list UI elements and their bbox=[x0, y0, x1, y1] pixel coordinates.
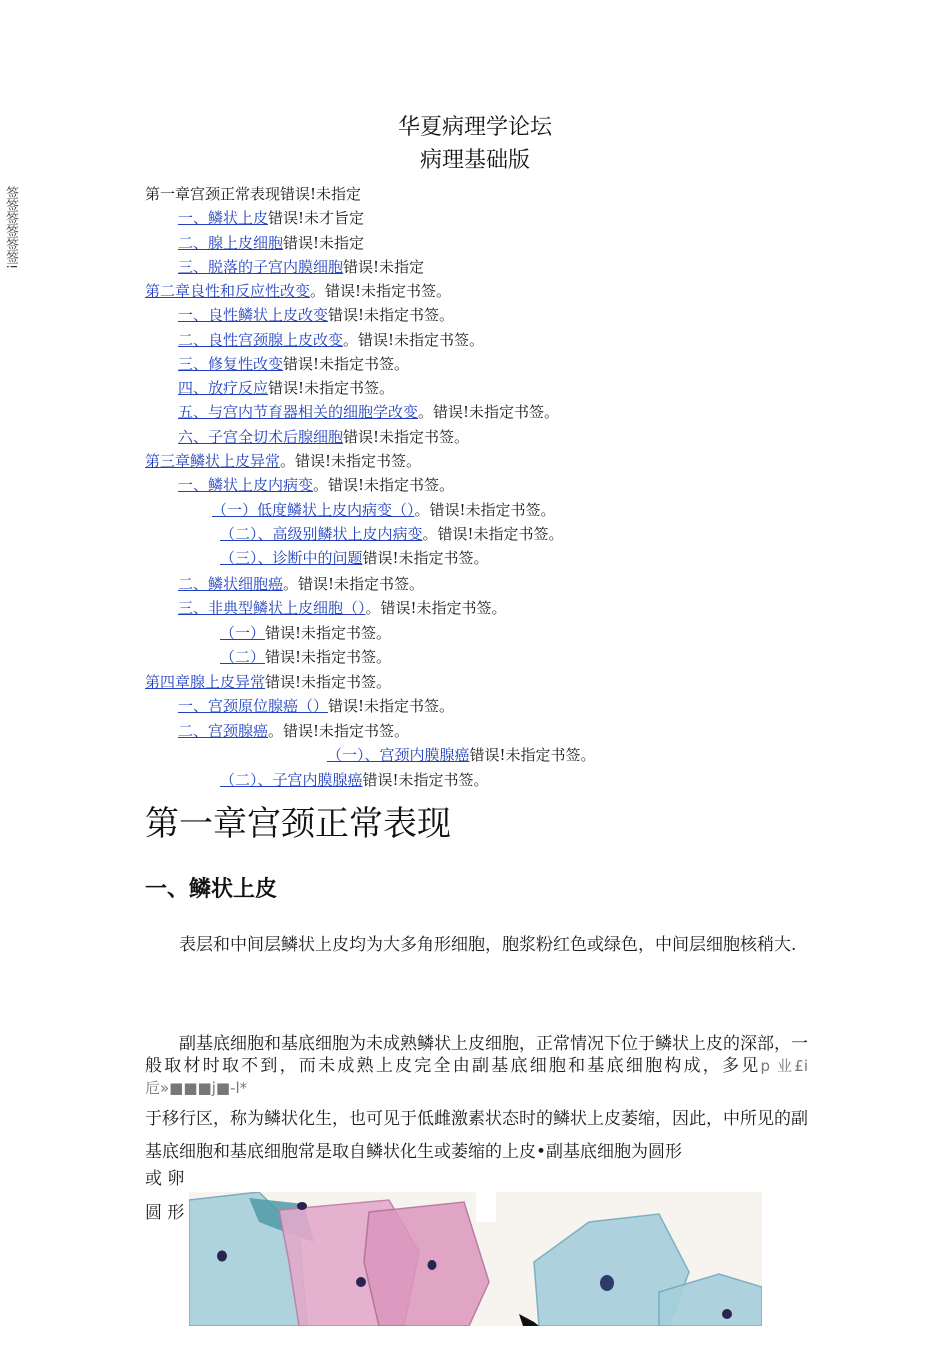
toc-link[interactable]: （一）低度鳞状上皮内病变（） bbox=[212, 501, 415, 519]
nucleus bbox=[217, 1251, 227, 1262]
section-heading: 一、鳞状上皮 bbox=[145, 877, 278, 902]
toc-entry-chapter-1 bbox=[145, 184, 361, 204]
toc-error-text: 错误!未指定书签。 bbox=[362, 771, 489, 789]
nucleus bbox=[600, 1275, 614, 1291]
nucleus bbox=[297, 1202, 307, 1210]
toc-error-text: 错误!未指定书签。 bbox=[362, 549, 489, 567]
toc-entry bbox=[178, 378, 394, 398]
toc-link[interactable]: （二）、子宫内膜腺癌 bbox=[220, 771, 363, 789]
nucleus bbox=[356, 1277, 366, 1287]
paragraph-1: 表层和中间层鳞状上皮均为大多角形细胞，胞浆粉红色或绿色，中间层细胞核稍大. bbox=[179, 935, 797, 955]
toc-link[interactable]: 三、修复性改变 bbox=[178, 355, 284, 373]
toc-error-text: 。错误!未指定书签。 bbox=[418, 403, 560, 421]
toc-link[interactable]: 二、宫颈腺癌 bbox=[178, 722, 269, 740]
squamous-cell-pink bbox=[364, 1202, 489, 1326]
toc-error-text: 。错误!未指定书签。 bbox=[283, 575, 425, 593]
paragraph-3: 于移行区，称为鳞状化生，也可见于低雌激素状态时的鳞状上皮萎缩，因此，中所见的副基底细胞和基底细胞常是取自鳞状化生或萎缩的上皮•副基底细胞为圆形 bbox=[145, 1109, 808, 1162]
paragraph-3-tail-1: 或 卵 bbox=[145, 1169, 185, 1189]
toc-link[interactable]: （三）、诊断中的问题 bbox=[220, 549, 363, 567]
toc-link[interactable]: （一） bbox=[220, 624, 266, 642]
toc-link[interactable]: 二、鳞状细胞癌 bbox=[178, 575, 284, 593]
paragraph-3-tail-2: 圆 形 bbox=[145, 1203, 185, 1223]
toc-entry bbox=[178, 574, 424, 594]
cytology-micrograph bbox=[189, 1192, 762, 1326]
document-subtitle: 病理基础版 bbox=[419, 148, 530, 173]
toc-entry bbox=[178, 330, 484, 350]
toc-error-text: 错误!未指定书签。 bbox=[328, 697, 455, 715]
toc-entry bbox=[327, 745, 596, 765]
nucleus bbox=[428, 1260, 437, 1270]
toc-entry bbox=[178, 257, 424, 277]
toc-error-text: 。错误!未指定书签。 bbox=[310, 282, 452, 300]
toc-error-text: 错误!未才旨定 bbox=[268, 209, 365, 227]
toc-entry bbox=[178, 427, 469, 447]
toc-entry-chapter-2 bbox=[145, 281, 451, 301]
toc-entry bbox=[220, 647, 391, 667]
toc-link[interactable]: （二） bbox=[220, 648, 266, 666]
toc-error-text: 。错误!未指定书签。 bbox=[313, 476, 455, 494]
toc-entry-chapter-3 bbox=[145, 451, 421, 471]
toc-link[interactable]: 第二章良性和反应性改变 bbox=[145, 282, 311, 300]
document-title: 华夏病理学论坛 bbox=[397, 115, 552, 140]
toc-error-text: 错误!未指定书签。 bbox=[268, 379, 395, 397]
garbled-text: p 业£i卮»■■■j■-l* bbox=[145, 1057, 808, 1097]
paragraph-2-text: 副基底细胞和基底细胞为未成熟鳞状上皮细胞，正常情况下位于鳞状上皮的深部，一般取材时取不到，而未成熟上皮完全由副基底细胞和基底细胞构成，多见 bbox=[145, 1034, 808, 1076]
toc-link[interactable]: 二、腺上皮细胞 bbox=[178, 234, 284, 252]
toc-error-text: 。错误!未指定书签。 bbox=[343, 331, 485, 349]
toc-error-text: 。错误!未指定书签。 bbox=[422, 525, 564, 543]
toc-link[interactable]: 第三章鳞状上皮异常 bbox=[145, 452, 281, 470]
toc-error-text: 第一章宫颈正常表现错误!未指定 bbox=[145, 185, 362, 203]
toc-link[interactable]: 一、宫颈原位腺癌（） bbox=[178, 697, 329, 715]
toc-entry bbox=[178, 208, 364, 228]
toc-link[interactable]: 一、鳞状上皮内病变 bbox=[178, 476, 314, 494]
toc-error-text: 。错误!未指定书签。 bbox=[280, 452, 422, 470]
toc-error-text: 错误!未指定书签。 bbox=[343, 428, 470, 446]
toc-link[interactable]: 三、脱落的子宫内膜细胞 bbox=[178, 258, 344, 276]
toc-entry bbox=[178, 475, 454, 495]
side-margin-note: 签签签签签签! bbox=[3, 186, 18, 270]
toc-entry bbox=[220, 770, 489, 790]
toc-link[interactable]: 六、子宫全切术后腺细胞 bbox=[178, 428, 344, 446]
toc-entry bbox=[178, 598, 507, 618]
toc-entry bbox=[178, 721, 409, 741]
toc-link[interactable]: 一、鳞状上皮 bbox=[178, 209, 269, 227]
toc-link[interactable]: 四、放疗反应 bbox=[178, 379, 269, 397]
toc-entry bbox=[212, 500, 556, 520]
toc-link[interactable]: 一、良性鳞状上皮改变 bbox=[178, 306, 329, 324]
toc-error-text: 错误!未指定书签。 bbox=[469, 746, 596, 764]
toc-entry bbox=[220, 623, 391, 643]
nucleus bbox=[722, 1309, 732, 1319]
toc-error-text: 错误!未指定书签。 bbox=[283, 355, 410, 373]
toc-link[interactable]: （一）、宫颈内膜腺癌 bbox=[327, 746, 470, 764]
toc-error-text: 错误!未指定 bbox=[283, 234, 365, 252]
toc-error-text: 错误!未指定书签。 bbox=[328, 306, 455, 324]
toc-entry bbox=[178, 305, 454, 325]
toc-entry bbox=[220, 524, 564, 544]
paragraph-2 bbox=[145, 1033, 808, 1099]
toc-entry bbox=[178, 402, 559, 422]
toc-error-text: 错误!未指定 bbox=[343, 258, 425, 276]
toc-link[interactable]: 二、良性宫颈腺上皮改变 bbox=[178, 331, 344, 349]
toc-entry bbox=[178, 354, 409, 374]
toc-entry-chapter-4 bbox=[145, 672, 391, 692]
toc-error-text: 。错误!未指定书签。 bbox=[268, 722, 410, 740]
toc-entry bbox=[178, 696, 454, 716]
toc-error-text: 错误!未指定书签。 bbox=[265, 648, 392, 666]
toc-link[interactable]: 三、非典型鳞状上皮细胞（） bbox=[178, 599, 366, 617]
toc-link[interactable]: 第四章腺上皮异常 bbox=[145, 673, 266, 691]
toc-error-text: 。错误!未指定书签。 bbox=[414, 501, 556, 519]
toc-link[interactable]: 五、与宫内节育器相关的细胞学改变 bbox=[178, 403, 419, 421]
toc-error-text: 错误!未指定书签。 bbox=[265, 673, 392, 691]
chapter-heading: 第一章宫颈正常表现 bbox=[145, 804, 451, 844]
toc-link[interactable]: （二）、高级别鳞状上皮内病变 bbox=[220, 525, 423, 543]
toc-entry bbox=[178, 233, 364, 253]
toc-error-text: 错误!未指定书签。 bbox=[265, 624, 392, 642]
cell-illustration bbox=[189, 1192, 762, 1326]
toc-error-text: 。错误!未指定书签。 bbox=[365, 599, 507, 617]
toc-entry bbox=[220, 548, 489, 568]
